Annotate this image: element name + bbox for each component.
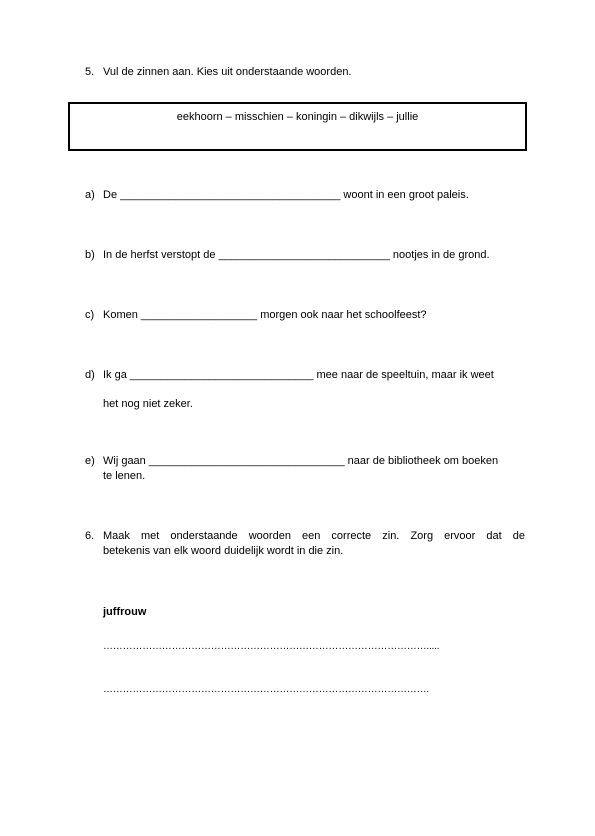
- item-d-sentence-line-1: Ik ga ______________________________ mee naar de speeltuin, maar ik weet: [103, 369, 494, 381]
- word-bank-box: [68, 102, 527, 151]
- word-bank: eekhoorn – misschien – koningin – dikwijls – jullie: [176, 111, 419, 123]
- item-a-label: a): [85, 189, 95, 201]
- answer-line-2[interactable]: ……………………………………………………………………………………….: [103, 684, 429, 695]
- item-e-label: e): [85, 455, 95, 467]
- item-c-sentence: Komen ___________________ morgen ook naar het schoolfeest?: [103, 309, 427, 321]
- item-b-label: b): [85, 249, 95, 261]
- answer-line-1[interactable]: ……………………………………………………………………………………….....: [103, 641, 440, 652]
- question-5-number: 5.: [85, 66, 95, 78]
- item-e-sentence-line-2: te lenen.: [103, 470, 146, 482]
- question-6-instruction-line-2: betekenis van elk woord duidelijk wordt in die zin.: [103, 545, 344, 557]
- item-d-sentence-line-2: het nog niet zeker.: [103, 398, 193, 410]
- target-word: juffrouw: [103, 606, 147, 618]
- question-6-number: 6.: [85, 530, 95, 542]
- item-e-sentence-line-1: Wij gaan ________________________________ naar de bibliotheek om boeken: [103, 455, 499, 467]
- question-6-instruction-line-1: Maak met onderstaande woorden een correcte zin. Zorg ervoor dat de: [103, 530, 525, 542]
- item-d-label: d): [85, 369, 95, 381]
- item-c-label: c): [85, 309, 95, 321]
- item-b-sentence: In de herfst verstopt de ____________________________ nootjes in de grond.: [103, 249, 490, 261]
- item-a-sentence: De ____________________________________ woont in een groot paleis.: [103, 189, 469, 201]
- question-5-instruction: Vul de zinnen aan. Kies uit onderstaande woorden.: [103, 66, 352, 78]
